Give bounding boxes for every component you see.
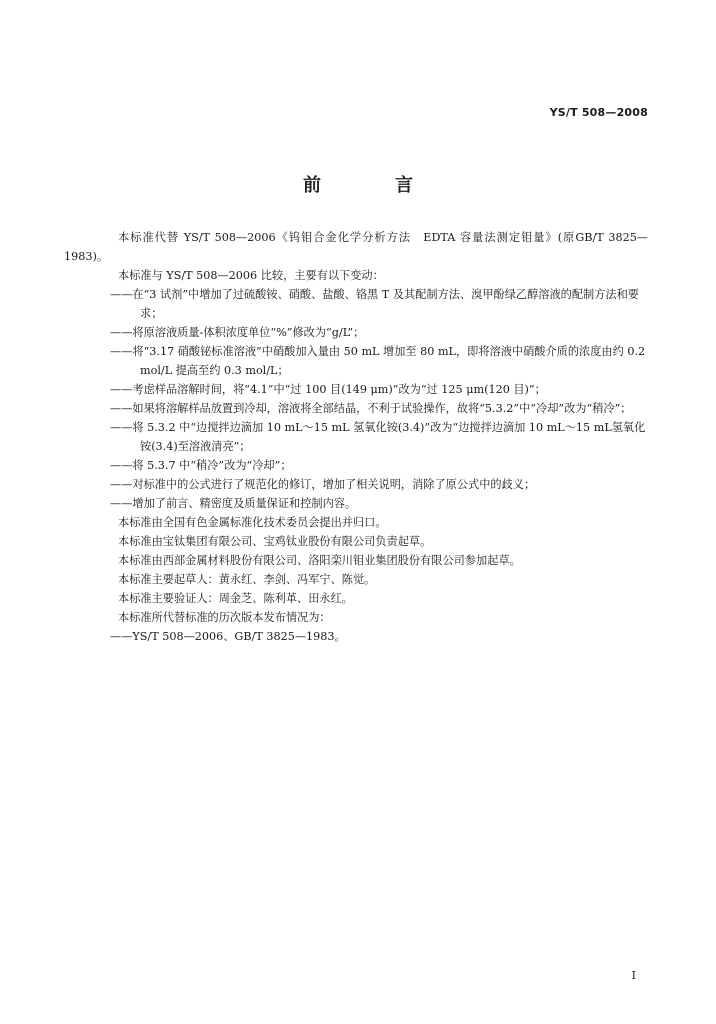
change-item-mesh: ——考虑样品溶解时间，将“4.1”中“过 100 目(149 μm)”改为“过 125 μm(120 目)”； [110,383,546,396]
paragraph-drafter: 本标准由宝钛集团有限公司、宝鸡钛业股份有限公司负责起草。 [118,535,432,548]
document-code: YS/T 508—2008 [549,106,648,119]
paragraph-history-intro: 本标准所代替标准的历次版本发布情况为： [118,611,331,624]
history-item: ——YS/T 508—2006、GB/T 3825—1983。 [110,630,346,643]
paragraph-comparison: 本标准与 YS/T 508—2006 比较，主要有以下变动： [118,269,384,282]
page-title: 前 言 [303,175,441,196]
paragraph-replacement: 本标准代替 YS/T 508—2006《钨钼合金化学分析方法 EDTA 容量法测定钼量》(原GB/T 3825—1983)。 [64,231,648,263]
change-item-cooling: ——如果将溶解样品放置到冷却，溶液将全部结晶，不利于试验操作，故将“5.3.2”中“冷却”改为“稍冷”； [110,402,632,415]
change-item-5-3-7: ——将 5.3.7 中“稍冷”改为“冷却”； [110,459,292,472]
change-item-reagents: ——在“3 试剂”中增加了过硫酸铵、硝酸、盐酸、铬黑 T 及其配制方法、溴甲酚绿乙醇溶液的配制方法和要求； [110,288,639,320]
paragraph-proposer: 本标准由全国有色金属标准化技术委员会提出并归口。 [118,516,387,529]
change-item-preface: ——增加了前言、精密度及质量保证和控制内容。 [110,497,357,510]
paragraph-main-drafters: 本标准主要起草人：黄永红、李剑、冯军宁、陈觉。 [118,573,376,586]
paragraph-participants: 本标准由西部金属材料股份有限公司、洛阳栾川钼业集团股份有限公司参加起草。 [118,554,521,567]
change-item-nitric-acid: ——将“3.17 硝酸铋标准溶液”中硝酸加入量由 50 mL 增加至 80 mL，即将溶液中硝酸介质的浓度由约 0.2 mol/L 提高至约 0.3 mol/L； [110,345,646,377]
paragraph-verifiers: 本标准主要验证人：周金芝、陈利革、田永红。 [118,592,353,605]
change-item-ammonium: ——将 5.3.2 中“边搅拌边滴加 10 mL～15 mL 氢氧化铵(3.4)”改为“边搅拌边滴加 10 mL～15 mL氢氧化铵(3.4)至溶液清亮”； [110,421,646,453]
page-number: I [631,969,636,982]
change-item-units: ——将原溶液质量-体积浓度单位“%”修改为“g/L”； [110,326,365,339]
preface-body [64,228,648,646]
change-item-formula: ——对标准中的公式进行了规范化的修订，增加了相关说明，消除了原公式中的歧义； [110,478,536,491]
